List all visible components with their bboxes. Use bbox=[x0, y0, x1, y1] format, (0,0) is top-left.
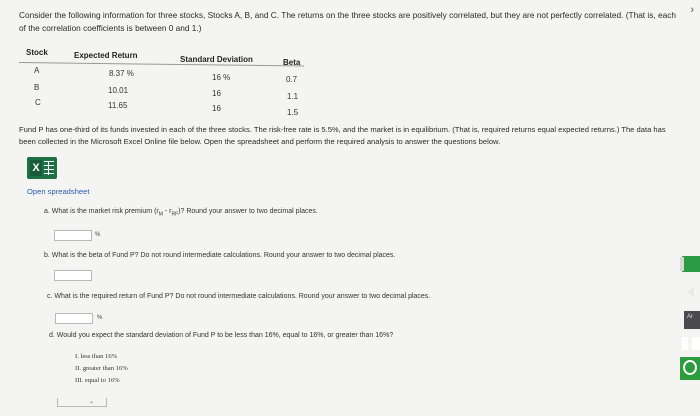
row-b-stock: B bbox=[34, 83, 40, 92]
col-header-std-dev: Standard Deviation bbox=[180, 55, 253, 64]
answer-c-input[interactable] bbox=[55, 313, 93, 324]
row-b-expected-return: 10.01 bbox=[108, 86, 129, 95]
answer-c-unit: % bbox=[97, 315, 103, 321]
side-tab-green[interactable] bbox=[682, 256, 700, 272]
table-header-rule bbox=[19, 62, 304, 66]
side-tab-white-left bbox=[682, 337, 688, 350]
col-header-stock: Stock bbox=[26, 48, 48, 57]
excel-letter: X bbox=[30, 160, 42, 176]
row-a-beta: 0.7 bbox=[286, 75, 298, 84]
question-a: a. What is the market risk premium $(r_M - r_{RF})$? Round your answer to two decimal places. bbox=[44, 208, 318, 218]
answer-a-input[interactable] bbox=[54, 230, 92, 241]
excel-icon[interactable] bbox=[27, 157, 57, 179]
question-c: c. What is the required return of Fund P? Do not round intermediate calculations. Round your answer to two decimal places. bbox=[47, 293, 431, 300]
row-a-stock: A bbox=[34, 66, 40, 75]
row-b-beta: 1.1 bbox=[287, 92, 299, 101]
circle-icon bbox=[683, 360, 697, 375]
question-d: d. Would you expect the standard deviation of Fund P to be less than 16%, equal to 16%, or greater than 16%? bbox=[49, 332, 394, 339]
row-c-stock: C bbox=[35, 98, 41, 107]
spreadsheet-grid-icon bbox=[44, 161, 54, 175]
close-icon[interactable]: › bbox=[690, 4, 694, 16]
side-tab-dark-label: Ar bbox=[687, 314, 693, 320]
row-b-std-dev: 16 bbox=[212, 89, 221, 98]
side-tab-divider bbox=[680, 257, 684, 271]
col-header-expected-return: Expected Return bbox=[74, 51, 138, 60]
fund-description: Fund P has one-third of its funds invested in each of the three stocks. The risk-free rate is 5.5%, and the market is in equilibrium. (That is, required returns equal expected returns.) The data has been collected in the Microsoft Excel Online file below. Open the spreadsheet and perform the required analysis to answer the questions below. bbox=[19, 125, 666, 146]
option-1: I. less than 16% bbox=[75, 353, 118, 360]
option-2: II. greater than 16% bbox=[75, 365, 128, 372]
col-header-beta: Beta bbox=[283, 58, 301, 67]
row-c-expected-return: 11.65 bbox=[108, 101, 128, 110]
answer-d-select[interactable] bbox=[57, 398, 107, 407]
answer-a-unit: % bbox=[95, 232, 101, 238]
chevron-down-icon: ⌄ bbox=[89, 399, 95, 405]
option-3: III. equal to 16% bbox=[75, 377, 120, 384]
answer-b-input[interactable] bbox=[54, 270, 92, 281]
problem-intro: Consider the following information for three stocks, Stocks A, B, and C. The returns on the three stocks are positively correlated, but they are not perfectly correlated. (That is, each of the correlation coefficients is between 0 and 1.) bbox=[19, 10, 677, 33]
row-c-beta: 1.5 bbox=[287, 108, 299, 117]
row-a-std-dev: 16 % bbox=[212, 73, 231, 82]
row-c-std-dev: 16 bbox=[212, 104, 221, 113]
row-a-expected-return: 8.37 % bbox=[109, 69, 134, 78]
open-spreadsheet-link[interactable]: Open spreadsheet bbox=[27, 187, 90, 196]
side-tab-white-right bbox=[692, 337, 700, 350]
arrow-left-icon[interactable] bbox=[687, 287, 694, 297]
question-b: b. What is the beta of Fund P? Do not round intermediate calculations. Round your answer to two decimal places. bbox=[44, 252, 396, 259]
